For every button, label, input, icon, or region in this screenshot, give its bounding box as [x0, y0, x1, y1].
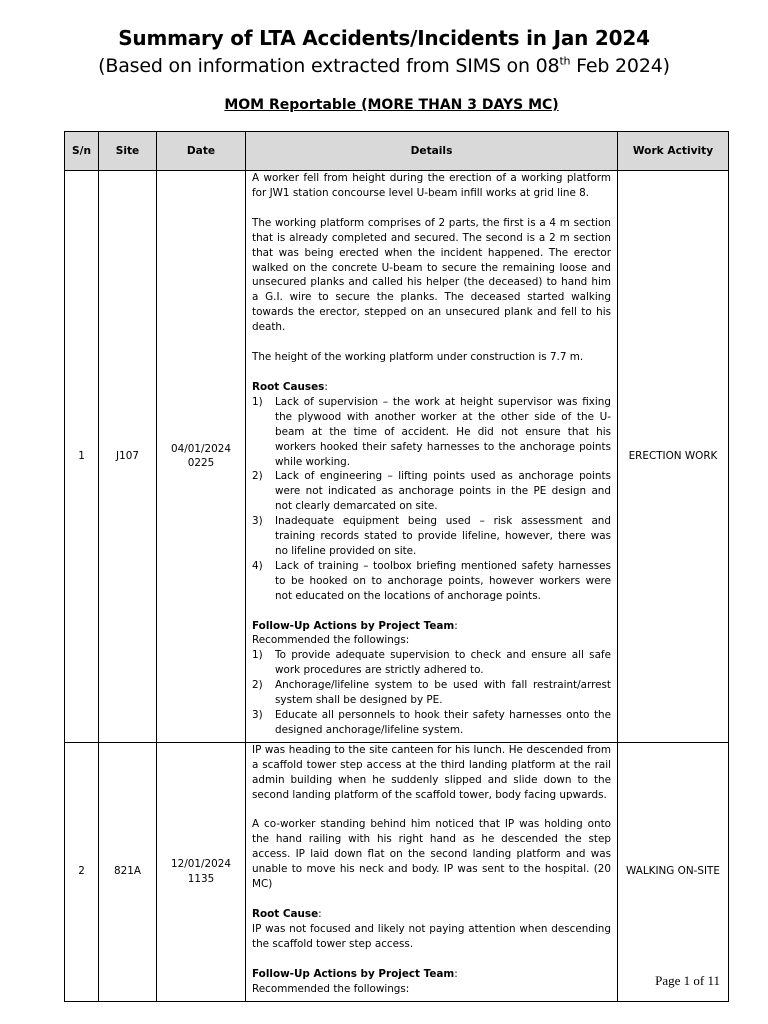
list-item: 1) Lack of supervision – the work at height supervisor was fixing the plywood with another worker at the other side of the U-beam at the time of accident. He did not ensure that his workers hooked their safety harnesses to the anchorage points while working. — [252, 395, 611, 468]
details-paragraph: A co-worker standing behind him noticed that IP was holding onto the hand railing with his right hand as he descended the step access. IP laid down flat on the second landing platform and was unable to move his neck and body. IP was sent to the hospital. (20 MC) — [252, 818, 611, 891]
section-heading: MOM Reportable (MORE THAN 3 DAYS MC) — [224, 97, 559, 113]
table-header-row — [65, 132, 729, 171]
list-item: 3) Inadequate equipment being used – risk assessment and training records stated to provide lifeline, however, there was no lifeline provided on site. — [252, 515, 611, 557]
table-row — [65, 742, 729, 1001]
recommended-text: Recommended the followings: — [252, 634, 410, 647]
cell-date: 04/01/2024 0225 — [157, 171, 246, 743]
document-subtitle: (Based on information extracted from SIMS on 08th Feb 2024) — [98, 54, 670, 77]
header-date: Date — [157, 132, 246, 171]
details-paragraph: IP was heading to the site canteen for his lunch. He descended from a scaffold tower step access at the third landing platform at the rail admin building when he suddenly slipped and slide down to the second landing platform of the scaffold tower, body facing upwards. — [252, 743, 611, 801]
root-causes-list — [252, 395, 611, 604]
document-title: Summary of LTA Accidents/Incidents in Jan 2024 — [118, 26, 650, 50]
cell-details — [246, 742, 618, 1001]
cell-site: 821A — [99, 742, 157, 1001]
actions-list — [252, 648, 611, 737]
list-item: 1) To provide adequate supervision to check and ensure all safe work procedures are strictly adhered to. — [252, 649, 611, 677]
incident-table — [64, 131, 729, 1002]
cell-details — [246, 171, 618, 743]
cell-sn: 1 — [65, 171, 99, 743]
details-paragraph: A worker fell from height during the erection of a working platform for JW1 station concourse level U-beam infill works at grid line 8. — [252, 172, 611, 199]
root-cause-heading: Root Cause: — [252, 907, 322, 920]
cell-work-activity: ERECTION WORK — [618, 171, 729, 743]
recommended-text: Recommended the followings: — [252, 982, 410, 995]
root-causes-heading: Root Causes: — [252, 380, 328, 393]
table-row — [65, 171, 729, 743]
cell-work-activity: WALKING ON-SITE — [618, 742, 729, 1001]
root-cause-text: IP was not focused and likely not paying attention when descending the scaffold tower step access. — [252, 922, 611, 950]
cell-sn: 2 — [65, 742, 99, 1001]
page-number: Page 1 of 11 — [655, 973, 720, 988]
cell-site: J107 — [99, 171, 157, 743]
list-item: 3) Educate all personnels to hook their safety harnesses onto the designed anchorage/lifeline system. — [252, 709, 611, 736]
header-work-activity: Work Activity — [618, 132, 729, 171]
followup-heading: Follow-Up Actions by Project Team: — [252, 967, 458, 980]
followup-heading: Follow-Up Actions by Project Team: — [252, 619, 458, 632]
list-item: 4) Lack of training – toolbox briefing mentioned safety harnesses to be hooked on to anchorage points, however workers were not educated on the locations of anchorage points. — [252, 559, 611, 602]
cell-date: 12/01/2024 1135 — [157, 742, 246, 1001]
list-item: 2) Lack of engineering – lifting points used as anchorage points were not indicated as anchorage points in the PE design and not clearly demarcated on site. — [252, 470, 611, 513]
header-details: Details — [246, 132, 618, 171]
header-site: Site — [99, 132, 157, 171]
details-paragraph: The working platform comprises of 2 parts, the first is a 4 m section that is already completed and secured. The second is a 2 m section that was being erected when the incident happened. The erector walked on the concrete U-beam to secure the remaining loose and unsecured planks and called his helper (the deceased) to hand him a G.I. wire to secure the planks. The deceased started walking towards the erector, stepped on an unsecured plank and fell to his death. — [252, 216, 611, 334]
details-paragraph: The height of the working platform under construction is 7.7 m. — [252, 351, 584, 364]
list-item: 2) Anchorage/lifeline system to be used with fall restraint/arrest system shall be designed by PE. — [252, 679, 611, 707]
header-sn: S/n — [65, 132, 99, 171]
